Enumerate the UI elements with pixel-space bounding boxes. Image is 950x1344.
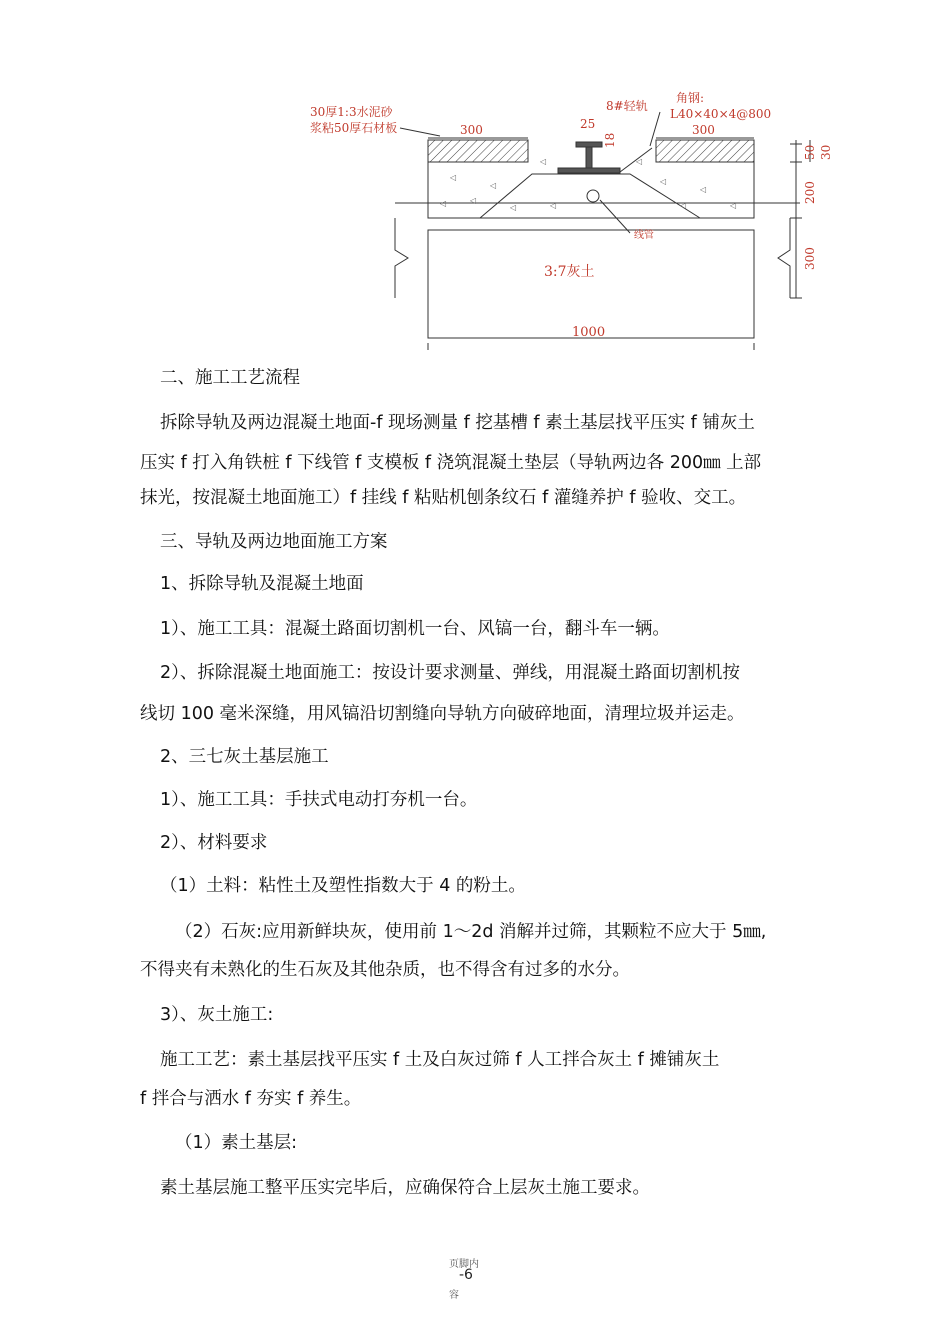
dim-300-side: 300 [803, 247, 817, 270]
label-angle-1: 角钢: [676, 91, 705, 105]
paragraph-line: 线切 100 毫米深缝，用风镐沿切割缝向导轨方向破碎地面，清理垃圾并运走。 [140, 704, 745, 724]
svg-text:◁: ◁ [550, 201, 557, 210]
dim-1000: 1000 [572, 325, 606, 340]
heading-construction-plan: 三、导轨及两边地面施工方案 [160, 532, 388, 552]
paragraph-line: 不得夹有未熟化的生石灰及其他杂质，也不得含有过多的水分。 [140, 960, 630, 980]
lime-soil-layer [428, 230, 754, 338]
svg-text:◁: ◁ [540, 157, 547, 166]
paragraph-line: 压实 f 打入角铁桩 f 下线管 f 支模板 f 浇筑混凝土垫层（导轨两边各 200㎜ 上部 [140, 453, 762, 473]
paragraph-line: （1）素土基层: [175, 1133, 298, 1153]
page-number: -6 [459, 1267, 473, 1283]
subheading: 2、三七灰土基层施工 [160, 747, 329, 767]
svg-text:◁: ◁ [700, 185, 707, 194]
paragraph-line: 素土基层施工整平压实完毕后，应确保符合上层灰土施工要求。 [160, 1178, 650, 1198]
svg-text:◁: ◁ [470, 196, 477, 205]
subheading: 1、拆除导轨及混凝土地面 [160, 574, 364, 594]
footer-text-1: 页脚内 [449, 1259, 479, 1270]
label-conduit: 线管 [634, 230, 654, 241]
svg-text:◁: ◁ [660, 177, 667, 186]
paragraph-line: （2）石灰:应用新鲜块灰，使用前 1～2d 消解并过筛，其颗粒不应大于 5㎜, [175, 922, 767, 942]
label-lime-soil: 3:7灰土 [544, 264, 595, 280]
paragraph-line: （1）土料：粘性土及塑性指数大于 4 的粉土。 [160, 876, 526, 896]
paragraph-line: 3）、灰土施工: [160, 1005, 274, 1025]
dim-left-300: 300 [460, 123, 483, 137]
dim-30: 30 [819, 144, 833, 160]
svg-text:◁: ◁ [680, 201, 687, 210]
conduit [587, 190, 599, 202]
paragraph-line: 1）、施工工具：手扶式电动打夯机一台。 [160, 790, 478, 810]
dim-18: 18 [603, 132, 617, 148]
rail [586, 146, 592, 168]
svg-text:◁: ◁ [510, 203, 517, 212]
stone-slab-left [428, 140, 528, 162]
paragraph-line: 2）、材料要求 [160, 833, 268, 853]
cross-section-diagram [300, 88, 860, 350]
label-rail: 8#轻轨 [606, 99, 648, 113]
paragraph-line: 2）、拆除混凝土地面施工：按设计要求测量、弹线，用混凝土路面切割机按 [160, 663, 740, 683]
label-mortar-2: 浆粘50厚石材板 [310, 121, 398, 135]
paragraph-line: f 拌合与洒水 f 夯实 f 养生。 [140, 1089, 362, 1109]
dim-50: 50 [803, 144, 817, 160]
paragraph-line: 施工工艺：素土基层找平压实 f 土及白灰过筛 f 人工拌合灰土 f 摊铺灰土 [160, 1050, 720, 1070]
svg-text:◁: ◁ [730, 201, 737, 210]
footer-text-2: 容 [449, 1290, 459, 1301]
svg-text:◁: ◁ [440, 199, 447, 208]
paragraph-line: 拆除导轨及两边混凝土地面-f 现场测量 f 挖基槽 f 素土基层找平压实 f 铺灰土 [160, 413, 755, 433]
svg-text:◁: ◁ [450, 173, 457, 182]
dim-25: 25 [580, 117, 596, 131]
svg-text:◁: ◁ [636, 157, 643, 166]
label-angle-2: L40×40×4@800 [670, 107, 772, 121]
paragraph-line: 抹光，按混凝土地面施工）f 挂线 f 粘贴机刨条纹石 f 灌缝养护 f 验收、交工。 [140, 488, 747, 508]
svg-text:◁: ◁ [490, 181, 497, 190]
heading-process-flow: 二、施工工艺流程 [160, 368, 300, 388]
paragraph-line: 1）、施工工具：混凝土路面切割机一台、风镐一台，翻斗车一辆。 [160, 619, 670, 639]
stone-slab-right [656, 140, 754, 162]
dim-right-300: 300 [692, 123, 715, 137]
dim-200: 200 [803, 181, 817, 204]
label-mortar-1: 30厚1:3水泥砂 [310, 105, 393, 119]
